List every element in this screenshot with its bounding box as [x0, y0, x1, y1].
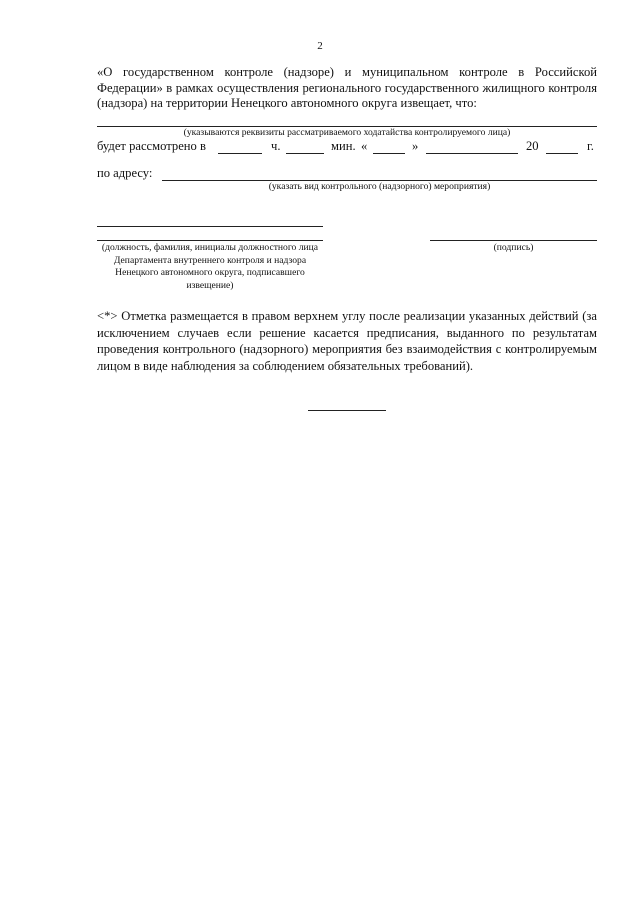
- address-label: по адресу:: [97, 166, 153, 180]
- official-extra-line: [97, 226, 323, 227]
- day-blank: [373, 153, 405, 154]
- open-quote: «: [361, 139, 368, 153]
- year-suffix: г.: [587, 139, 594, 153]
- year-blank: [546, 153, 578, 154]
- year-prefix: 20: [526, 139, 539, 153]
- month-blank: [426, 153, 518, 154]
- requisites-caption: (указываются реквизиты рассматриваемого ходатайства контролируемого лица): [183, 127, 511, 138]
- footnote-paragraph: <*> Отметка размещается в правом верхнем углу после реализации указанных действий (за исключением случаев если решение касается предписания, выданного по результатам проведения контрольного (надзорного) мероприятия без взаимодействия с контролируемым лицом в виде наблюдения за соблюдением обязательных требований).: [97, 309, 597, 373]
- hours-blank: [218, 153, 262, 154]
- signature-caption: (подпись): [493, 242, 534, 253]
- close-quote: »: [412, 139, 419, 153]
- intro-paragraph: «О государственном контроле (надзоре) и муниципальном контроле в Российской Федерации» в рамках осуществления регионального государственного жилищного контроля (надзора) на территории Ненецкого автономного округа извещает, что:: [97, 65, 597, 110]
- official-line: [97, 240, 323, 241]
- page-number: 2: [317, 40, 323, 52]
- minutes-unit: мин.: [331, 139, 356, 153]
- hours-unit: ч.: [271, 139, 281, 153]
- minutes-blank: [286, 153, 324, 154]
- closing-separator: [308, 410, 386, 411]
- address-caption: (указать вид контрольного (надзорного) мероприятия): [268, 181, 491, 192]
- considered-prefix: будет рассмотрено в: [97, 139, 206, 153]
- official-caption: (должность, фамилия, инициалы должностного лица Департамента внутреннего контроля и надзора Ненецкого автономного округа, подписавшего извещение): [101, 242, 319, 291]
- signature-line: [430, 240, 597, 241]
